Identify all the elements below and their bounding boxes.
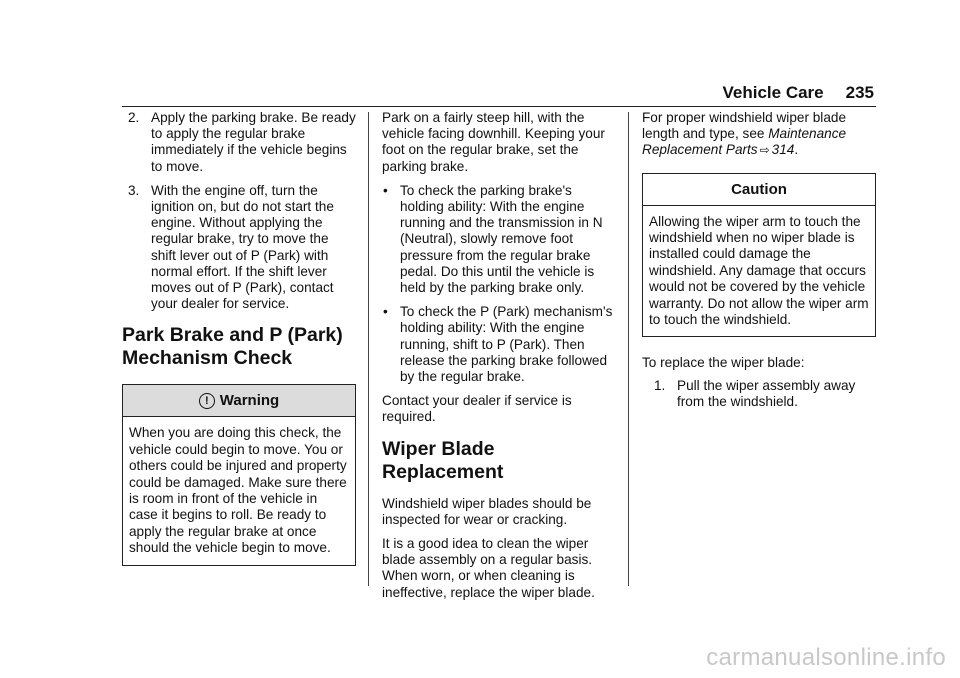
warning-text: When you are doing this check, the vehicle could begin to move. You or others could be injured and property could be damaged. Make sure there is room in front of the vehicle in case it begins to roll. Be ready to apply the regular brake at once should the vehicle begin to move. [129, 425, 347, 556]
step-number: 1. [654, 377, 666, 393]
page-reference[interactable]: 314 [771, 142, 795, 158]
section-heading: Park Brake and P (Park) Mechanism Check [122, 324, 343, 370]
step-text: Pull the wiper assembly away from the windshield. [677, 377, 856, 409]
warning-title: Warning [219, 392, 280, 410]
column-2 [382, 110, 616, 609]
list-item [642, 378, 876, 410]
arrow-icon: ⇨ [759, 143, 770, 158]
paragraph: Park on a fairly steep hill, with the vehicle facing downhill. Keeping your foot on the regular brake, set the parking brake. [382, 110, 605, 174]
step-text: With the engine off, turn the ignition on, but do not start the engine. Without applying the regular brake, try to move the shift lever out of P (Park) with normal effort. If the shift lever moves out of P (Park), contact your dealer for service. [151, 182, 334, 312]
bullet-mark: • [383, 182, 388, 198]
paragraph: Contact your dealer if service is required. [382, 393, 572, 425]
step-text: Apply the parking brake. Be ready to apply the regular brake immediately if the vehicle begins to move. [151, 110, 356, 174]
column-divider [628, 112, 629, 586]
step-number: 2. [128, 110, 140, 125]
caution-title: Caution [643, 174, 875, 206]
list-item [122, 110, 356, 175]
list-item [122, 183, 356, 313]
warning-header [123, 385, 355, 417]
header-rule [122, 106, 876, 107]
list-item [382, 183, 616, 296]
list-item [382, 304, 616, 385]
bullet-text: To check the P (Park) mechanism's holding ability: With the engine running, shift to P (Park). Then release the parking brake followed by the regular brake. [400, 304, 613, 385]
watermark: carmanualsonline.info [706, 644, 946, 671]
section-title: Vehicle Care [722, 83, 824, 102]
page-header [723, 83, 875, 103]
section-heading: Wiper Blade Replacement [382, 437, 504, 483]
paragraph-text: . [794, 142, 799, 158]
bullet-mark: • [383, 304, 388, 320]
caution-text: Allowing the wiper arm to touch the windshield when no wiper blade is installed could damage the windshield. Any damage that occurs would not be covered by the vehicle warranty. Do not allow the wiper arm to touch the windshield. [649, 213, 869, 328]
paragraph: It is a good idea to clean the wiper blade assembly on a regular basis. When worn, or when cleaning is ineffective, replace the wiper blade. [382, 536, 595, 600]
cross-reference-link[interactable]: Maintenance Replacement Parts [642, 126, 847, 158]
paragraph: To replace the wiper blade: [642, 355, 805, 371]
paragraph: Windshield wiper blades should be inspected for wear or cracking. [382, 495, 592, 527]
warning-box [122, 384, 356, 565]
warning-icon: ! [199, 393, 215, 409]
column-divider [368, 112, 369, 586]
paragraph [642, 110, 876, 159]
column-1 [122, 110, 356, 566]
page-number: 235 [845, 83, 874, 102]
paragraph-text: For proper windshield wiper blade length and type, see [642, 110, 847, 142]
column-3 [642, 110, 876, 418]
bullet-text: To check the parking brake's holding ability: With the engine running and the transmission in N (Neutral), slowly remove foot pressure from the regular brake pedal. Do this until the vehicle is held by the parking brake only. [400, 182, 603, 296]
step-number: 3. [128, 182, 140, 198]
caution-box [642, 173, 876, 338]
